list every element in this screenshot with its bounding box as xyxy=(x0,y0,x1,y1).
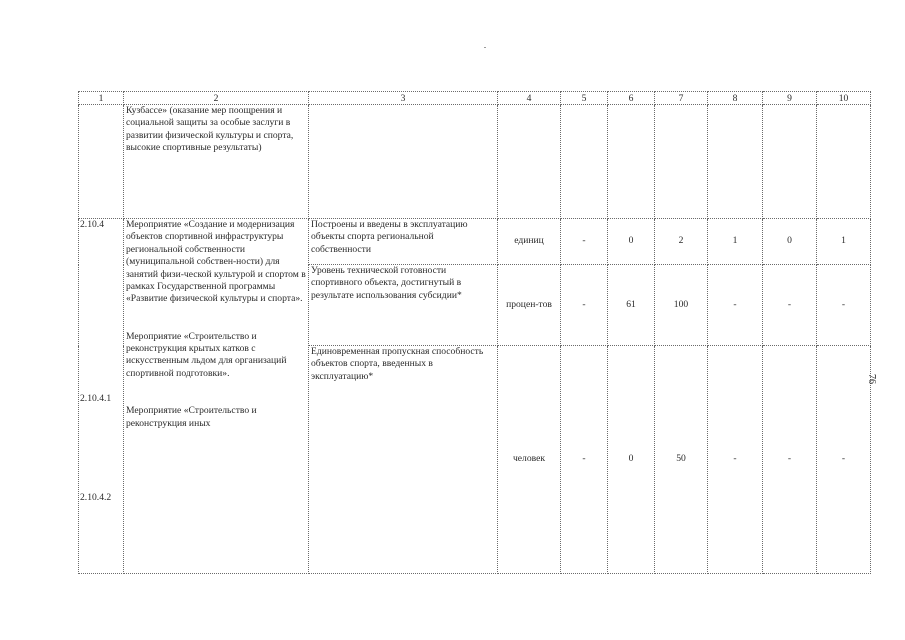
value-cell xyxy=(817,105,871,219)
unit-cell xyxy=(498,105,561,219)
description-cell: Кузбассе» (оказание мер поощрения и социальной защиты за особые заслуги в развитии физической культуры и спорта, высокие спортивные результаты) xyxy=(124,105,309,219)
code-cell xyxy=(79,105,124,219)
indicator-value-col10: - xyxy=(817,265,871,346)
indicator-value-col10: 1 xyxy=(817,219,871,265)
column-number-9: 9 xyxy=(763,92,817,105)
indicator-name: Единовременная пропускная способность объектов спорта, введенных в эксплуатацию* xyxy=(309,346,498,574)
indicator-value-col5: - xyxy=(561,346,608,574)
indicator-unit: единиц xyxy=(498,219,561,265)
indicator-value-col10: - xyxy=(817,346,871,574)
column-number-5: 5 xyxy=(561,92,608,105)
indicator-value-col8: - xyxy=(708,265,763,346)
indicator-name: Построены и введены в эксплуатацию объекты спорта региональной собственности xyxy=(309,219,498,265)
column-number-4: 4 xyxy=(498,92,561,105)
table-row-indicator-1 xyxy=(79,219,871,265)
indicators-table xyxy=(78,91,871,574)
indicator-value-col5: - xyxy=(561,265,608,346)
indicator-unit: процен-тов xyxy=(498,265,561,346)
column-number-10: 10 xyxy=(817,92,871,105)
indicator-value-col9: - xyxy=(763,346,817,574)
column-number-7: 7 xyxy=(655,92,708,105)
event-codes-cell: 2.10.4 2.10.4.1 2.10.4.2 xyxy=(79,219,124,574)
value-cell xyxy=(561,105,608,219)
indicator-value-col7: 50 xyxy=(655,346,708,574)
value-cell xyxy=(608,105,655,219)
indicator-value-col6: 61 xyxy=(608,265,655,346)
indicator-cell xyxy=(309,105,498,219)
indicator-value-col9: - xyxy=(763,265,817,346)
value-cell xyxy=(763,105,817,219)
event-description-cell: Мероприятие «Создание и модернизация объектов спортивной инфраструктуры региональной собственности (муниципальной собствен-ности) для занятий физи-ческой культурой и спортом в рамках Государственной программы «Развитие физической культуры и спорта». Мероприятие «Строительство и реконструкция крытых катков с искусственным льдом для организаций спортивной подготовки». Мероприятие «Строительство и реконструкция иных xyxy=(124,219,309,574)
table-row-continuation xyxy=(79,105,871,219)
indicator-value-col6: 0 xyxy=(608,346,655,574)
column-number-8: 8 xyxy=(708,92,763,105)
column-number-3: 3 xyxy=(309,92,498,105)
indicator-value-col8: 1 xyxy=(708,219,763,265)
scan-artifact-dot xyxy=(484,47,486,48)
table-header-row xyxy=(79,92,871,105)
indicator-value-col9: 0 xyxy=(763,219,817,265)
column-number-2: 2 xyxy=(124,92,309,105)
indicator-value-col5: - xyxy=(561,219,608,265)
indicator-value-col7: 100 xyxy=(655,265,708,346)
indicator-unit: человек xyxy=(498,346,561,574)
column-number-1: 1 xyxy=(79,92,124,105)
column-number-6: 6 xyxy=(608,92,655,105)
value-cell xyxy=(708,105,763,219)
value-cell xyxy=(655,105,708,219)
page-number: 76 xyxy=(866,374,877,384)
indicator-value-col8: - xyxy=(708,346,763,574)
indicator-value-col6: 0 xyxy=(608,219,655,265)
indicator-value-col7: 2 xyxy=(655,219,708,265)
indicator-name: Уровень технической готовности спортивного объекта, достигнутый в результате использования субсидии* xyxy=(309,265,498,346)
